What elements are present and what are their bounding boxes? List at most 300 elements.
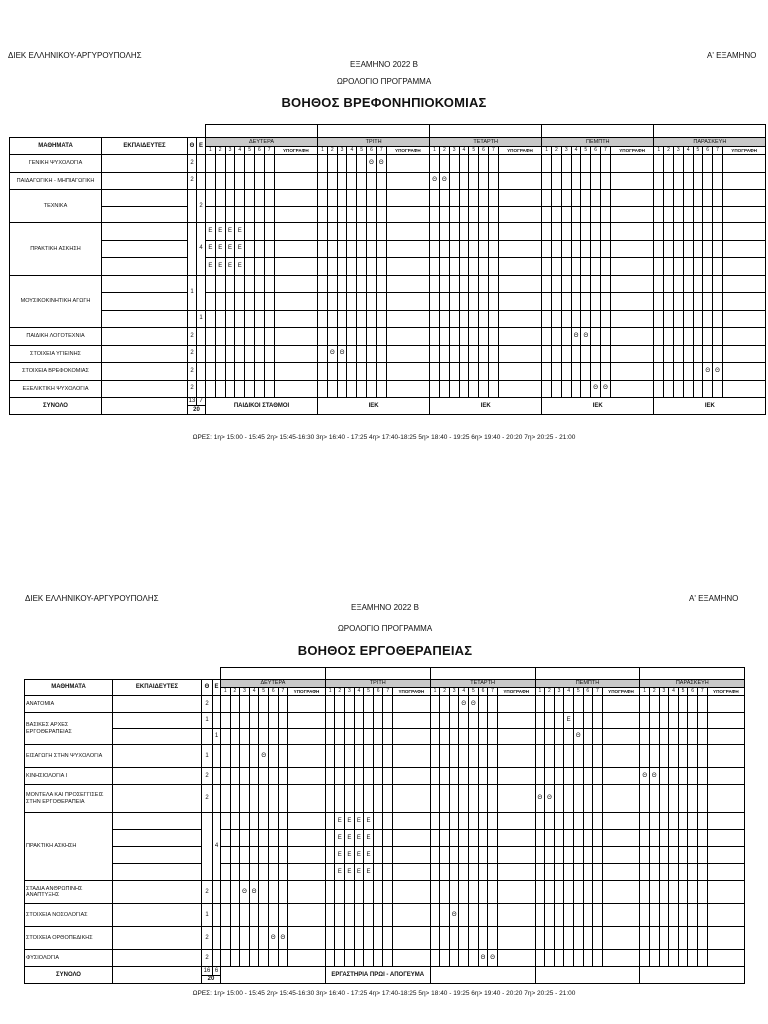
schedule-cell: [318, 240, 328, 258]
subject-name: ΚΙΝΗΣΙΟΛΟΓΙΑ Ι: [25, 768, 113, 785]
schedule-cell: [439, 363, 449, 381]
teacher-cell: [113, 696, 202, 713]
schedule-cell: [488, 729, 498, 745]
schedule-cell: [221, 696, 231, 713]
schedule-cell: [561, 275, 571, 293]
program-label: ΩΡΟΛΟΓΙΟ ΠΡΟΓΡΑΜΜΑ: [336, 77, 432, 86]
school-name: ΔΙΕΚ ΕΛΛΗΝΙΚΟΥ-ΑΡΓΥΡΟΥΠΟΛΗΣ: [8, 51, 142, 60]
schedule-cell: [230, 904, 240, 927]
schedule-cell: [573, 696, 583, 713]
day-header: ΤΡΙΤΗ: [325, 680, 430, 688]
schedule-cell: [669, 785, 679, 813]
schedule-cell: [688, 713, 698, 729]
schedule-mark: Ε: [354, 830, 364, 847]
subject-name: ΦΥΣΙΟΛΟΓΙΑ: [25, 950, 113, 967]
subject-name: ΑΝΑΤΟΜΙΑ: [25, 696, 113, 713]
signature-header: ΥΠΟΓΡΑΦΗ: [393, 688, 431, 696]
signature-cell: [602, 696, 640, 713]
hour-number: 4: [354, 688, 364, 696]
schedule-mark: Ε: [215, 223, 225, 241]
hour-number: 3: [659, 688, 669, 696]
schedule-cell: [440, 830, 450, 847]
schedule-cell: [367, 223, 377, 241]
schedule-cell: [535, 864, 545, 881]
schedule-cell: [561, 310, 571, 328]
schedule-cell: [376, 310, 386, 328]
schedule-cell: [249, 864, 259, 881]
lab-hours: [197, 172, 206, 190]
hour-number: 1: [430, 147, 440, 155]
schedule-cell: [254, 206, 264, 223]
hour-number: 1: [206, 147, 216, 155]
schedule-cell: [354, 785, 364, 813]
schedule-cell: [230, 729, 240, 745]
signature-cell: [497, 904, 535, 927]
schedule-cell: [439, 275, 449, 293]
school-name: ΔΙΕΚ ΕΛΛΗΝΙΚΟΥ-ΑΡΓΥΡΟΥΠΟΛΗΣ: [25, 594, 159, 603]
schedule-cell: [221, 768, 231, 785]
schedule-cell: [230, 745, 240, 768]
schedule-cell: [678, 864, 688, 881]
day-header: ΔΕΥΤΕΡΑ: [221, 680, 326, 688]
schedule-cell: [347, 206, 357, 223]
schedule-cell: [488, 328, 498, 346]
signature-cell: [602, 881, 640, 904]
signature-cell: [498, 345, 542, 363]
schedule-cell: [669, 729, 679, 745]
schedule-cell: [278, 768, 288, 785]
total-label: ΣΥΝΟΛΟ: [10, 398, 102, 415]
schedule-cell: [683, 293, 693, 311]
col-header-subjects: ΜΑΘΗΜΑΤΑ: [25, 680, 113, 696]
schedule-cell: [259, 813, 269, 830]
hour-number: 3: [225, 147, 235, 155]
schedule-cell: [488, 275, 498, 293]
schedule-cell: [571, 380, 581, 398]
theory-hours: 2: [202, 785, 213, 813]
schedule-cell: [545, 864, 555, 881]
schedule-cell: [230, 785, 240, 813]
schedule-cell: [554, 713, 564, 729]
schedule-cell: [713, 223, 723, 241]
schedule-cell: [249, 950, 259, 967]
schedule-cell: [327, 155, 337, 173]
schedule-cell: [345, 745, 355, 768]
schedule-cell: [278, 696, 288, 713]
schedule-cell: [478, 713, 488, 729]
schedule-cell: [449, 768, 459, 785]
hour-number: 7: [488, 688, 498, 696]
signature-cell: [610, 190, 654, 207]
schedule-cell: [430, 310, 440, 328]
schedule-cell: [325, 768, 335, 785]
schedule-cell: [240, 785, 250, 813]
subject-name: ΓΕΝΙΚΗ ΨΥΧΟΛΟΓΙΑ: [10, 155, 102, 173]
teacher-cell: [102, 363, 188, 381]
schedule-cell: [535, 745, 545, 768]
schedule-cell: [459, 275, 469, 293]
schedule-cell: [703, 293, 713, 311]
schedule-cell: [669, 813, 679, 830]
schedule-cell: [383, 881, 393, 904]
schedule-mark: Ε: [335, 830, 345, 847]
schedule-cell: [373, 927, 383, 950]
schedule-cell: [581, 206, 591, 223]
schedule-cell: [345, 696, 355, 713]
schedule-cell: [221, 927, 231, 950]
schedule-cell: [254, 380, 264, 398]
schedule-cell: [459, 785, 469, 813]
schedule-cell: [573, 768, 583, 785]
schedule-cell: [554, 864, 564, 881]
schedule-cell: [206, 155, 216, 173]
schedule-cell: [459, 310, 469, 328]
schedule-cell: [278, 847, 288, 864]
schedule-cell: [347, 328, 357, 346]
schedule-cell: [364, 950, 374, 967]
schedule-cell: [697, 847, 707, 864]
schedule-cell: [449, 240, 459, 258]
schedule-cell: [564, 830, 574, 847]
schedule-cell: [383, 904, 393, 927]
schedule-cell: [591, 223, 601, 241]
schedule-cell: [664, 206, 674, 223]
schedule-cell: [264, 380, 274, 398]
schedule-cell: [649, 881, 659, 904]
signature-cell: [610, 172, 654, 190]
schedule-cell: [469, 847, 479, 864]
lab-hours: [197, 380, 206, 398]
schedule-cell: [439, 345, 449, 363]
signature-cell: [386, 190, 430, 207]
schedule-cell: [688, 729, 698, 745]
schedule-cell: [552, 310, 562, 328]
schedule-cell: [364, 713, 374, 729]
schedule-cell: [367, 275, 377, 293]
hour-number: 4: [571, 147, 581, 155]
signature-cell: [393, 729, 431, 745]
schedule-cell: [669, 847, 679, 864]
schedule-cell: [337, 380, 347, 398]
teacher-cell: [102, 190, 188, 207]
signature-cell: [386, 345, 430, 363]
schedule-cell: [354, 950, 364, 967]
schedule-cell: [259, 768, 269, 785]
subject-name: ΠΡΑΚΤΙΚΗ ΑΣΚΗΣΗ: [10, 223, 102, 276]
timetable: [9, 124, 766, 415]
schedule-cell: [469, 745, 479, 768]
signature-cell: [610, 223, 654, 241]
schedule-cell: [573, 830, 583, 847]
schedule-mark: Θ: [268, 927, 278, 950]
teacher-cell: [113, 904, 202, 927]
schedule-cell: [479, 345, 489, 363]
schedule-cell: [583, 768, 593, 785]
teacher-cell: [113, 967, 202, 984]
signature-cell: [602, 745, 640, 768]
schedule-cell: [573, 813, 583, 830]
schedule-cell: [697, 696, 707, 713]
schedule-cell: [591, 155, 601, 173]
schedule-mark: Ε: [364, 813, 374, 830]
schedule-cell: [542, 155, 552, 173]
schedule-cell: [449, 190, 459, 207]
schedule-cell: [459, 345, 469, 363]
hour-number: 1: [542, 147, 552, 155]
schedule-cell: [693, 206, 703, 223]
schedule-cell: [535, 729, 545, 745]
schedule-cell: [325, 904, 335, 927]
schedule-cell: [254, 310, 264, 328]
col-header-theory: Θ: [188, 138, 197, 155]
hour-number: 7: [488, 147, 498, 155]
schedule-cell: [215, 380, 225, 398]
signature-cell: [498, 155, 542, 173]
schedule-cell: [259, 729, 269, 745]
schedule-cell: [337, 275, 347, 293]
signature-cell: [497, 813, 535, 830]
signature-cell: [288, 847, 326, 864]
schedule-cell: [688, 904, 698, 927]
schedule-cell: [535, 927, 545, 950]
signature-cell: [497, 768, 535, 785]
schedule-cell: [469, 729, 479, 745]
schedule-cell: [601, 275, 611, 293]
schedule-cell: [554, 950, 564, 967]
schedule-cell: [564, 729, 574, 745]
theory-hours: 2: [202, 927, 213, 950]
schedule-cell: [561, 345, 571, 363]
schedule-mark: Ε: [564, 713, 574, 729]
schedule-cell: [225, 172, 235, 190]
schedule-cell: [459, 155, 469, 173]
schedule-cell: [345, 785, 355, 813]
schedule-cell: [561, 380, 571, 398]
hour-number: 7: [593, 688, 603, 696]
schedule-cell: [479, 310, 489, 328]
schedule-cell: [264, 363, 274, 381]
schedule-cell: [561, 190, 571, 207]
schedule-mark: Θ: [581, 328, 591, 346]
hour-number: 4: [459, 688, 469, 696]
schedule-cell: [545, 696, 555, 713]
schedule-cell: [347, 155, 357, 173]
schedule-cell: [683, 258, 693, 276]
schedule-cell: [459, 745, 469, 768]
schedule-cell: [469, 713, 479, 729]
hour-number: 7: [601, 147, 611, 155]
schedule-cell: [230, 768, 240, 785]
schedule-cell: [357, 172, 367, 190]
schedule-cell: [337, 223, 347, 241]
hour-number: 2: [230, 688, 240, 696]
signature-cell: [288, 768, 326, 785]
schedule-cell: [571, 206, 581, 223]
schedule-cell: [325, 950, 335, 967]
schedule-cell: [535, 881, 545, 904]
lab-hours: [213, 745, 221, 768]
schedule-cell: [245, 328, 255, 346]
schedule-cell: [654, 190, 664, 207]
schedule-cell: [459, 293, 469, 311]
schedule-cell: [449, 223, 459, 241]
schedule-cell: [573, 904, 583, 927]
schedule-cell: [206, 310, 216, 328]
schedule-cell: [469, 190, 479, 207]
schedule-cell: [230, 696, 240, 713]
schedule-cell: [593, 813, 603, 830]
schedule-mark: Θ: [469, 696, 479, 713]
schedule-cell: [554, 904, 564, 927]
schedule-cell: [430, 155, 440, 173]
schedule-cell: [235, 328, 245, 346]
schedule-cell: [535, 950, 545, 967]
schedule-cell: [230, 881, 240, 904]
schedule-cell: [640, 847, 650, 864]
schedule-cell: [583, 830, 593, 847]
schedule-cell: [552, 190, 562, 207]
day-header: ΔΕΥΤΕΡΑ: [206, 138, 318, 147]
schedule-cell: [469, 240, 479, 258]
signature-cell: [393, 950, 431, 967]
teacher-cell: [113, 713, 202, 729]
total-hours: 20: [202, 976, 221, 984]
schedule-cell: [430, 729, 440, 745]
schedule-mark: Ε: [364, 830, 374, 847]
schedule-cell: [693, 223, 703, 241]
schedule-cell: [335, 729, 345, 745]
schedule-cell: [235, 172, 245, 190]
schedule-cell: [325, 729, 335, 745]
schedule-cell: [649, 713, 659, 729]
signature-cell: [610, 363, 654, 381]
header-spacer: [221, 668, 326, 680]
schedule-cell: [430, 223, 440, 241]
signature-cell: [386, 380, 430, 398]
schedule-cell: [581, 190, 591, 207]
schedule-cell: [542, 240, 552, 258]
schedule-cell: [337, 310, 347, 328]
schedule-cell: [335, 881, 345, 904]
schedule-cell: [347, 240, 357, 258]
teacher-cell: [113, 745, 202, 768]
signature-cell: [610, 310, 654, 328]
schedule-cell: [669, 904, 679, 927]
schedule-cell: [345, 950, 355, 967]
schedule-cell: [430, 328, 440, 346]
signature-header: ΥΠΟΓΡΑΦΗ: [722, 147, 766, 155]
schedule-cell: [459, 904, 469, 927]
schedule-cell: [542, 275, 552, 293]
schedule-cell: [240, 830, 250, 847]
schedule-cell: [354, 768, 364, 785]
schedule-cell: [221, 713, 231, 729]
schedule-cell: [561, 240, 571, 258]
schedule-cell: [601, 310, 611, 328]
schedule-mark: Ε: [335, 813, 345, 830]
schedule-cell: [449, 172, 459, 190]
schedule-cell: [664, 293, 674, 311]
schedule-cell: [571, 240, 581, 258]
schedule-cell: [347, 293, 357, 311]
theory-hours: 2: [188, 380, 197, 398]
subject-name: ΣΤΑΔΙΑ ΑΝΘΡΩΠΙΝΗΣ ΑΝΑΠΤΥΞΗΣ: [25, 881, 113, 904]
schedule-cell: [654, 223, 664, 241]
schedule-cell: [581, 223, 591, 241]
schedule-cell: [488, 768, 498, 785]
schedule-cell: [430, 293, 440, 311]
schedule-cell: [235, 155, 245, 173]
teacher-cell: [113, 950, 202, 967]
schedule-cell: [564, 904, 574, 927]
schedule-mark: Ε: [354, 864, 364, 881]
schedule-cell: [591, 328, 601, 346]
schedule-cell: [254, 240, 264, 258]
schedule-cell: [206, 206, 216, 223]
schedule-cell: [601, 155, 611, 173]
schedule-cell: [591, 310, 601, 328]
schedule-cell: [659, 904, 669, 927]
signature-cell: [722, 190, 766, 207]
schedule-cell: [535, 696, 545, 713]
schedule-cell: [693, 155, 703, 173]
subject-name: ΒΑΣΙΚΕΣ ΑΡΧΕΣ ΕΡΓΟΘΕΡΑΠΕΙΑΣ: [25, 713, 113, 745]
schedule-mark: Θ: [439, 172, 449, 190]
schedule-cell: [678, 847, 688, 864]
schedule-cell: [654, 310, 664, 328]
signature-cell: [393, 904, 431, 927]
header-spacer: [535, 668, 640, 680]
day-note: [640, 967, 745, 984]
schedule-cell: [347, 172, 357, 190]
hour-number: 2: [335, 688, 345, 696]
schedule-cell: [488, 310, 498, 328]
schedule-cell: [325, 785, 335, 813]
teacher-cell: [102, 258, 188, 276]
schedule-cell: [697, 864, 707, 881]
total-hours: 20: [188, 406, 206, 415]
theory-hours: 2: [188, 345, 197, 363]
schedule-mark: Θ: [459, 696, 469, 713]
hour-number: 3: [561, 147, 571, 155]
schedule-mark: Θ: [640, 768, 650, 785]
schedule-cell: [449, 713, 459, 729]
schedule-cell: [678, 785, 688, 813]
signature-cell: [722, 345, 766, 363]
schedule-cell: [215, 328, 225, 346]
signature-cell: [288, 696, 326, 713]
schedule-cell: [601, 223, 611, 241]
schedule-cell: [449, 950, 459, 967]
signature-cell: [610, 328, 654, 346]
schedule-cell: [345, 881, 355, 904]
lab-hours: [197, 275, 206, 310]
schedule-cell: [469, 864, 479, 881]
schedule-cell: [459, 380, 469, 398]
hour-number: 4: [459, 147, 469, 155]
subject-name: ΣΤΟΙΧΕΙΑ ΒΡΕΦΟΚΟΜΙΑΣ: [10, 363, 102, 381]
signature-cell: [497, 713, 535, 729]
schedule-cell: [564, 881, 574, 904]
signature-header: ΥΠΟΓΡΑΦΗ: [288, 688, 326, 696]
hour-number: 5: [678, 688, 688, 696]
day-header: ΠΕΜΠΤΗ: [535, 680, 640, 688]
schedule-cell: [449, 258, 459, 276]
schedule-cell: [225, 190, 235, 207]
schedule-cell: [581, 155, 591, 173]
schedule-cell: [318, 206, 328, 223]
schedule-cell: [659, 813, 669, 830]
